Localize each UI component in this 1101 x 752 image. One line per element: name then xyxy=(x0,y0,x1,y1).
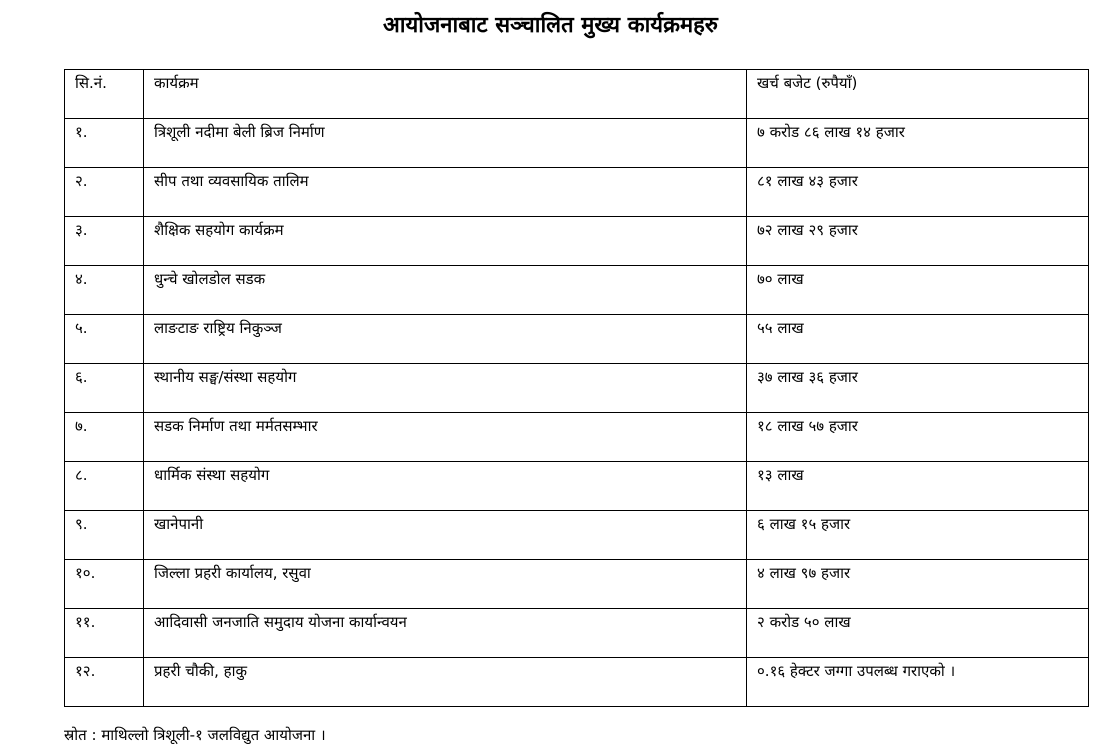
row-serial-number: ८. xyxy=(65,462,144,511)
row-budget: ०.१६ हेक्टर जग्गा उपलब्ध गराएको । xyxy=(747,658,1089,707)
row-program: सडक निर्माण तथा मर्मतसम्भार xyxy=(144,413,747,462)
table-row xyxy=(65,217,1089,266)
table-row xyxy=(65,560,1089,609)
table-row xyxy=(65,658,1089,707)
row-serial-number: १. xyxy=(65,119,144,168)
row-budget: ७ करोड ८६ लाख १४ हजार xyxy=(747,119,1089,168)
row-budget: ५५ लाख xyxy=(747,315,1089,364)
row-budget: ४ लाख ९७ हजार xyxy=(747,560,1089,609)
row-program: शैक्षिक सहयोग कार्यक्रम xyxy=(144,217,747,266)
row-serial-number: २. xyxy=(65,168,144,217)
row-serial-number: ३. xyxy=(65,217,144,266)
row-serial-number: ५. xyxy=(65,315,144,364)
row-serial-number: १२. xyxy=(65,658,144,707)
row-serial-number: १०. xyxy=(65,560,144,609)
row-budget: १३ लाख xyxy=(747,462,1089,511)
table-row xyxy=(65,609,1089,658)
row-serial-number: ६. xyxy=(65,364,144,413)
header-budget: खर्च बजेट (रुपैयाँ) xyxy=(747,70,1089,119)
document-title: आयोजनाबाट सञ्चालित मुख्य कार्यक्रमहरु xyxy=(383,13,718,38)
row-program: स्थानीय सङ्घ/संस्था सहयोग xyxy=(144,364,747,413)
table-row xyxy=(65,462,1089,511)
row-program: जिल्ला प्रहरी कार्यालय, रसुवा xyxy=(144,560,747,609)
table-row xyxy=(65,119,1089,168)
row-program: धुन्चे खोलडोल सडक xyxy=(144,266,747,315)
table-row xyxy=(65,266,1089,315)
row-serial-number: ११. xyxy=(65,609,144,658)
row-program: प्रहरी चौकी, हाकु xyxy=(144,658,747,707)
row-budget: ३७ लाख ३६ हजार xyxy=(747,364,1089,413)
programs-table xyxy=(64,69,1089,707)
table-row xyxy=(65,168,1089,217)
table-row xyxy=(65,364,1089,413)
table-header-row xyxy=(65,70,1089,119)
source-note: स्रोत : माथिल्लो त्रिशूली-१ जलविद्युत आयोजना । xyxy=(64,726,326,744)
header-serial-number: सि.नं. xyxy=(65,70,144,119)
table-row xyxy=(65,413,1089,462)
row-program: आदिवासी जनजाति समुदाय योजना कार्यान्वयन xyxy=(144,609,747,658)
row-serial-number: ७. xyxy=(65,413,144,462)
row-serial-number: ४. xyxy=(65,266,144,315)
table-row xyxy=(65,511,1089,560)
row-budget: २ करोड ५० लाख xyxy=(747,609,1089,658)
row-budget: ६ लाख १५ हजार xyxy=(747,511,1089,560)
row-program: सीप तथा व्यवसायिक तालिम xyxy=(144,168,747,217)
row-program: धार्मिक संस्था सहयोग xyxy=(144,462,747,511)
table-row xyxy=(65,315,1089,364)
row-program: खानेपानी xyxy=(144,511,747,560)
row-program: त्रिशूली नदीमा बेली ब्रिज निर्माण xyxy=(144,119,747,168)
row-program: लाङटाङ राष्ट्रिय निकुञ्ज xyxy=(144,315,747,364)
row-budget: ७२ लाख २९ हजार xyxy=(747,217,1089,266)
header-program: कार्यक्रम xyxy=(144,70,747,119)
row-serial-number: ९. xyxy=(65,511,144,560)
row-budget: ७० लाख xyxy=(747,266,1089,315)
row-budget: ८१ लाख ४३ हजार xyxy=(747,168,1089,217)
row-budget: १८ लाख ५७ हजार xyxy=(747,413,1089,462)
